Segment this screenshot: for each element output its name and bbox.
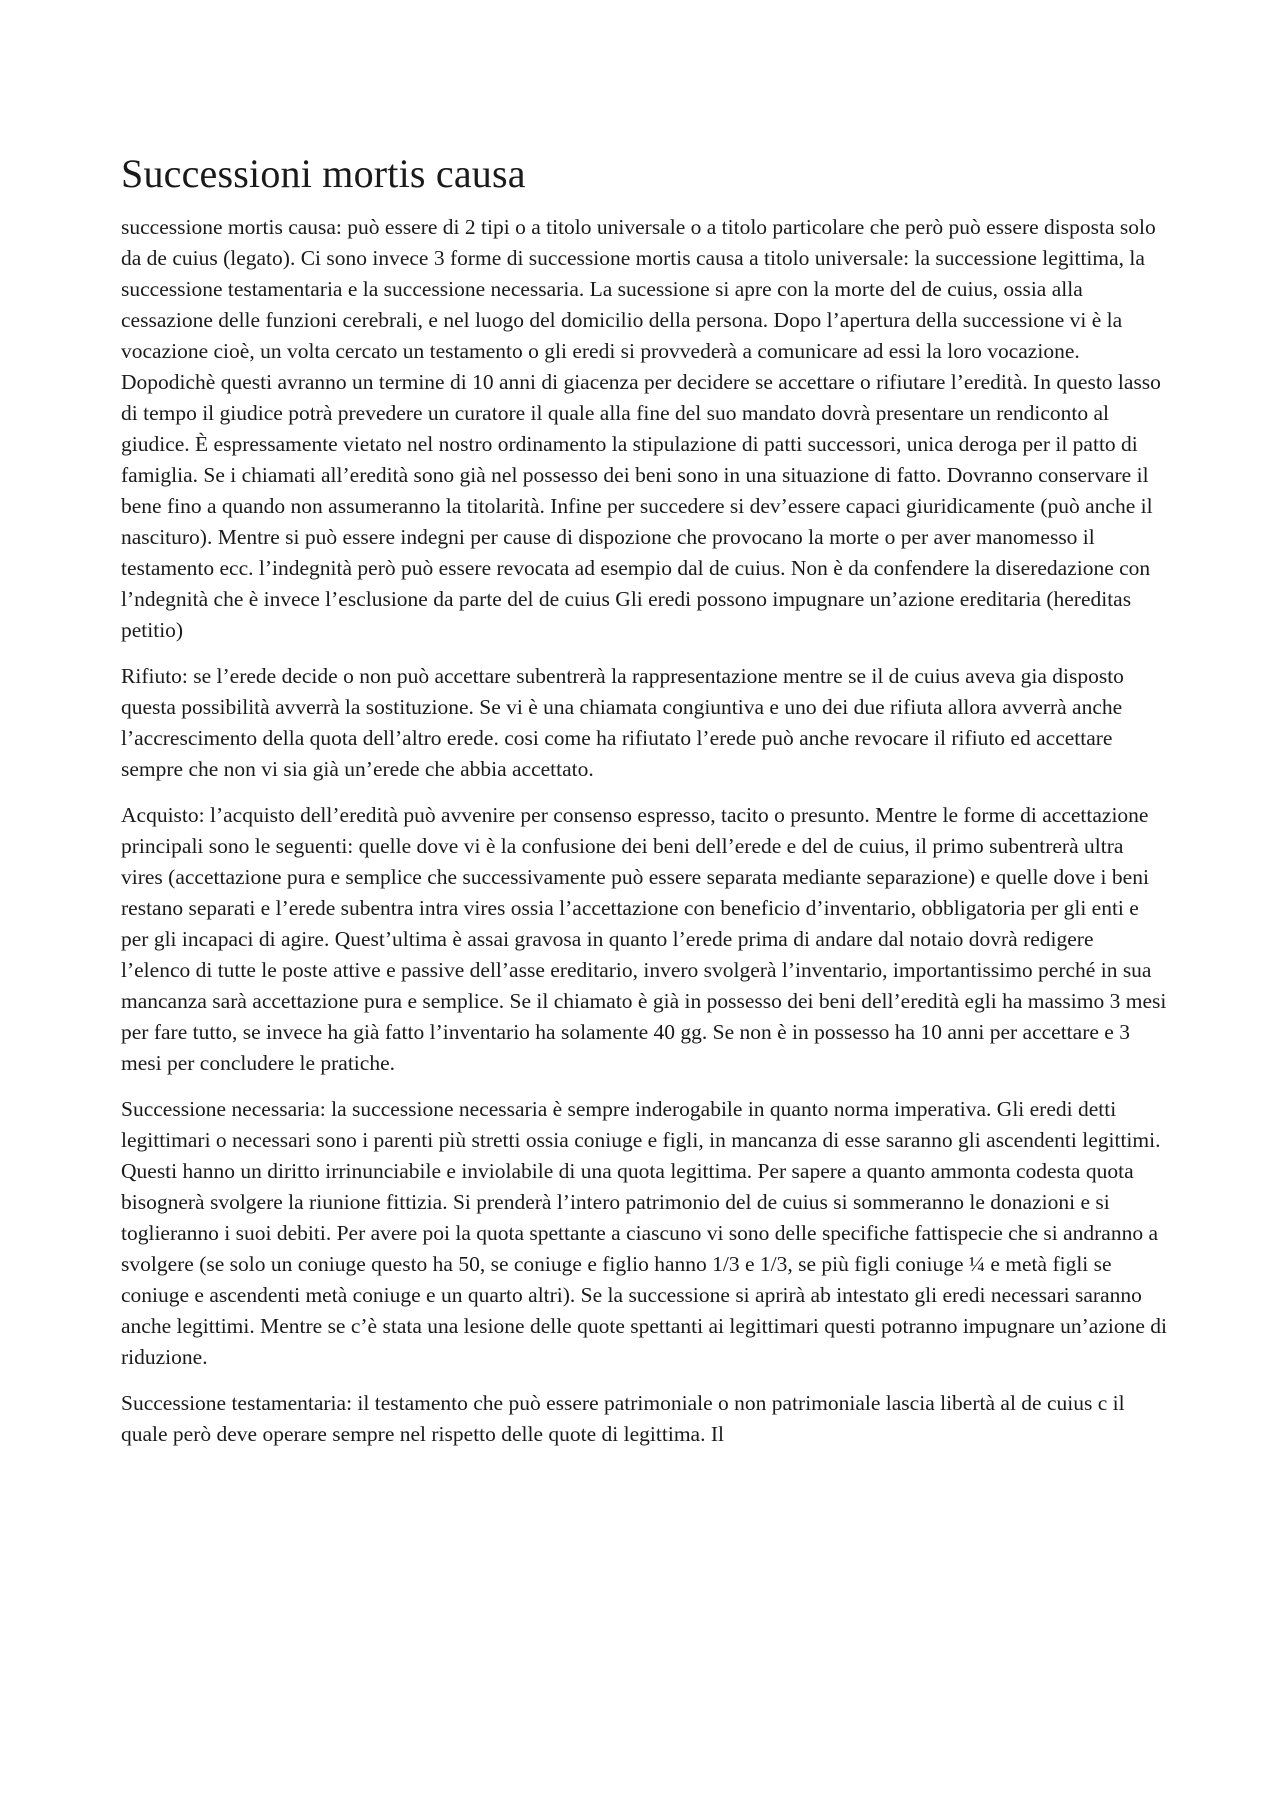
paragraph-successione-testamentaria: Successione testamentaria: il testamento che può essere patrimoniale o non patrimoniale lascia libertà al de cuius c il quale però deve operare sempre nel rispetto delle quote di legittima. Il bbox=[121, 1391, 1125, 1446]
paragraph-successione-necessaria: Successione necessaria: la successione necessaria è sempre inderogabile in quanto norma imperativa. Gli eredi detti legittimari o necessari sono i parenti più stretti ossia coniuge e figli, in mancanza di esse saranno gli ascendenti legittimi. Questi hanno un diritto irrinunciabile e inviolabile di una quota legittima. Per sapere a quanto ammonta codesta quota bisognerà svolgere la riunione fittizia. Si prenderà l’intero patrimonio del de cuius si sommeranno le donazioni e si toglieranno i suoi debiti. Per avere poi la quota spettante a ciascuno vi sono delle specifiche fattispecie che si andranno a svolgere (se solo un coniuge questo ha 50, se coniuge e figlio hanno 1/3 e 1/3, se più figli coniuge ¼ e metà figli se coniuge e ascendenti metà coniuge e un quarto altri). Se la successione si aprirà ab intestato gli eredi necessari saranno anche legittimi. Mentre se c’è stata una lesione delle quote spettanti ai legittimari questi potranno impugnare un’azione di riduzione. bbox=[121, 1097, 1167, 1369]
paragraph-rifiuto: Rifiuto: se l’erede decide o non può accettare subentrerà la rappresentazione mentre se il de cuius aveva gia disposto questa possibilità avverrà la sostituzione. Se vi è una chiamata congiuntiva e uno dei due rifiuta allora avverrà anche l’accrescimento della quota dell’altro erede. cosi come ha rifiutato l’erede può anche revocare il rifiuto ed accettare sempre che non vi sia già un’erede che abbia accettato. bbox=[121, 664, 1124, 781]
document-title: Successioni mortis causa bbox=[121, 151, 526, 196]
paragraph-acquisto: Acquisto: l’acquisto dell’eredità può avvenire per consenso espresso, tacito o presunto. Mentre le forme di accettazione principali sono le seguenti: quelle dove vi è la confusione dei beni dell’erede e del de cuius, il primo subentrerà ultra vires (accettazione pura e semplice che successivamente può essere separata mediante separazione) e quelle dove i beni restano separati e l’erede subentra intra vires ossia l’accettazione con beneficio d’inventario, obbligatoria per gli enti e per gli incapaci di agire. Quest’ultima è assai gravosa in quanto l’erede prima di andare dal notaio dovrà redigere l’elenco di tutte le poste attive e passive dell’asse ereditario, invero svolgerà l’inventario, importantissimo perché in sua mancanza sarà accettazione pura e semplice. Se il chiamato è già in possesso dei beni dell’eredità egli ha massimo 3 mesi per fare tutto, se invece ha già fatto l’inventario ha solamente 40 gg. Se non è in possesso ha 10 anni per accettare e 3 mesi per concludere le pratiche. bbox=[121, 803, 1167, 1075]
document-page bbox=[121, 150, 1167, 1465]
paragraph-intro: successione mortis causa: può essere di 2 tipi o a titolo universale o a titolo particolare che però può essere disposta solo da de cuius (legato). Ci sono invece 3 forme di successione mortis causa a titolo universale: la successione legittima, la successione testamentaria e la successione necessaria. La sucessione si apre con la morte del de cuius, ossia alla cessazione delle funzioni cerebrali, e nel luogo del domicilio della persona. Dopo l’apertura della successione vi è la vocazione cioè, un volta cercato un testamento o gli eredi si provvederà a comunicare ad essi la loro vocazione. Dopodichè questi avranno un termine di 10 anni di giacenza per decidere se accettare o rifiutare l’eredità. In questo lasso di tempo il giudice potrà prevedere un curatore il quale alla fine del suo mandato dovrà presentare un rendiconto al giudice. È espressamente vietato nel nostro ordinamento la stipulazione di patti successori, unica deroga per il patto di famiglia. Se i chiamati all’eredità sono già nel possesso dei beni sono in una situazione di fatto. Dovranno conservare il bene fino a quando non assumeranno la titolarità. Infine per succedere si dev’essere capaci giuridicamente (può anche il nascituro). Mentre si può essere indegni per cause di dispozione che provocano la morte o per aver manomesso il testamento ecc. l’indegnità però può essere revocata ad esempio dal de cuius. Non è da confendere la diseredazione con l’ndegnità che è invece l’esclusione da parte del de cuius Gli eredi possono impugnare un’azione ereditaria (hereditas petitio) bbox=[121, 215, 1161, 642]
